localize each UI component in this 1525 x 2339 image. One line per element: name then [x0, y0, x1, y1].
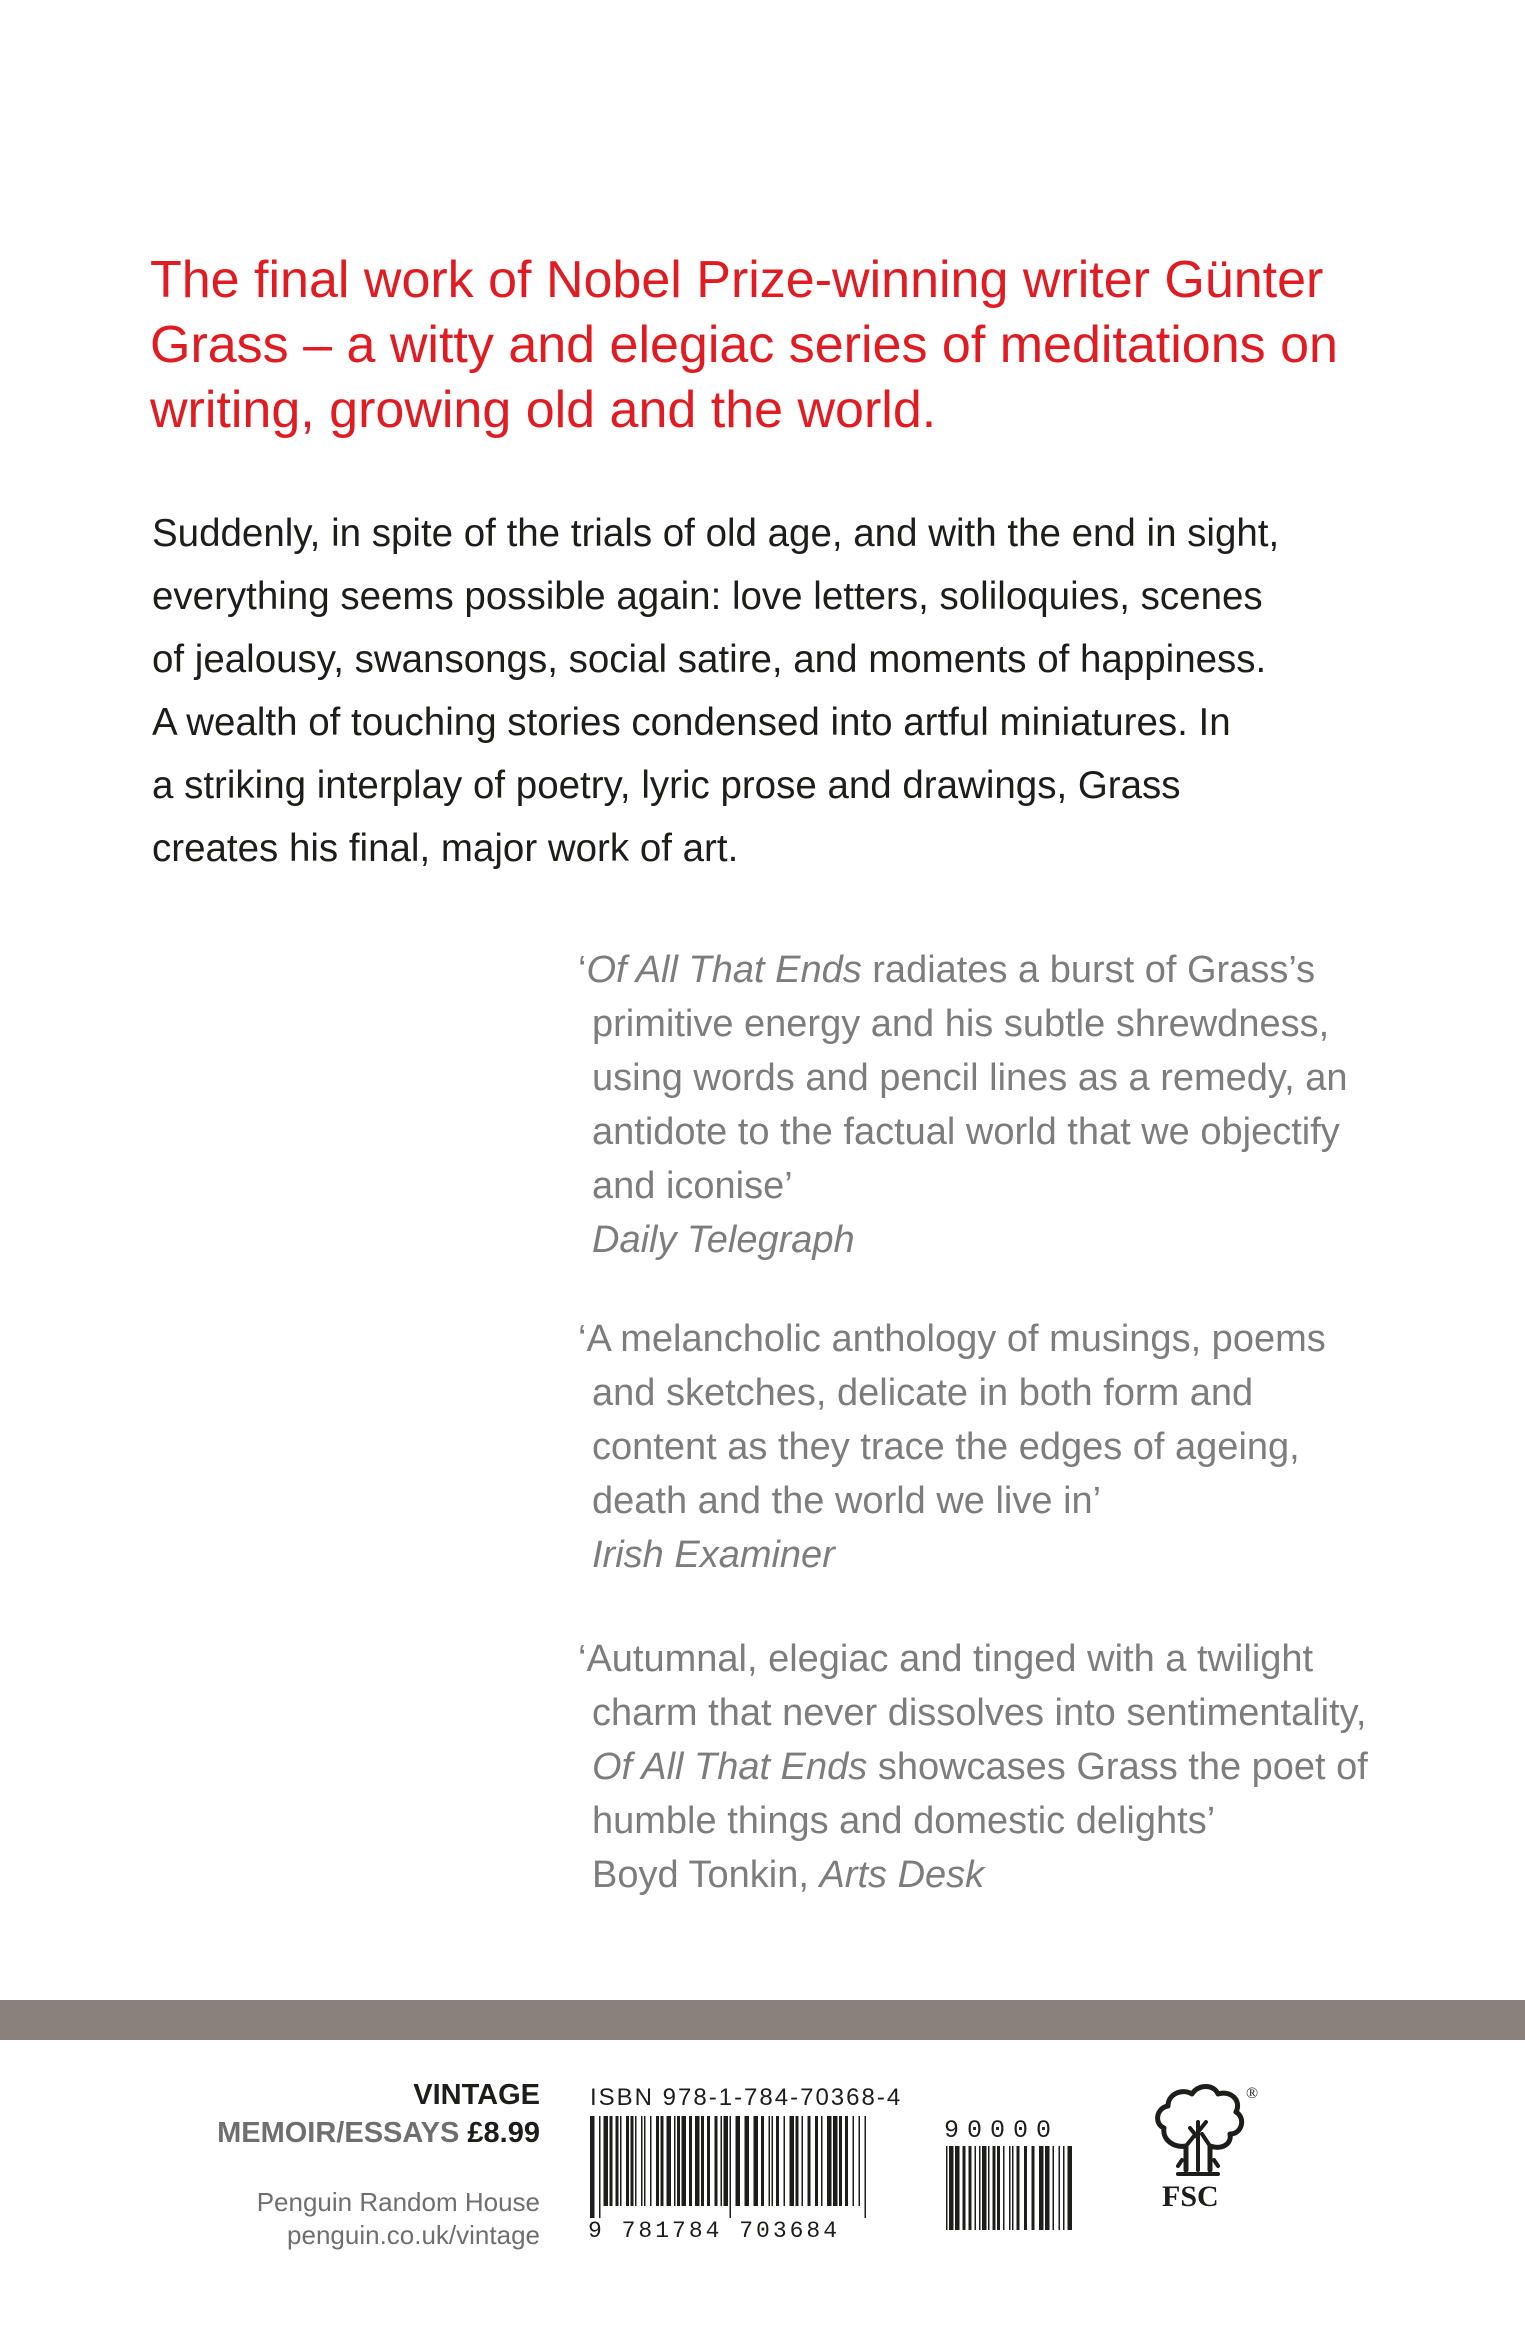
blurb: [152, 502, 1452, 880]
blurb-line: Suddenly, in spite of the trials of old age, and with the end in sight,: [152, 512, 1280, 555]
imprint-category-price: [217, 2114, 540, 2152]
blurb-line: everything seems possible again: love letters, soliloquies, scenes: [152, 575, 1263, 618]
publication-name: Arts Desk: [819, 1854, 985, 1896]
headline-line: The final work of Nobel Prize-winning writer Günter: [150, 251, 1324, 309]
barcode-bar: [677, 2116, 680, 2206]
barcode-bar: [796, 2116, 799, 2206]
headline-line: writing, growing old and the world.: [150, 381, 937, 439]
registered-mark: ®: [1246, 2085, 1259, 2102]
barcode-bar: [776, 2116, 779, 2206]
barcode-bar: [724, 2116, 729, 2206]
quote-line: and sketches, delicate in both form and: [592, 1372, 1254, 1414]
blurb-line: creates his final, major work of art.: [152, 827, 739, 870]
barcode-bar: [988, 2146, 990, 2230]
barcode-digits: 9 781784 703684: [588, 2218, 841, 2244]
barcode-bar: [808, 2116, 811, 2206]
barcode-bar: [635, 2116, 637, 2206]
barcode-bar: [955, 2146, 960, 2230]
blurb-line: of jealousy, swansongs, social satire, and moments of happiness.: [152, 638, 1267, 681]
barcode-bar: [845, 2116, 848, 2206]
barcode-bar: [982, 2146, 987, 2230]
barcode-bar: [1068, 2146, 1073, 2230]
divider-bar: [0, 2000, 1525, 2040]
barcode-bar: [701, 2116, 704, 2206]
quote-line: [578, 1740, 1478, 1794]
barcode-bar: [975, 2146, 977, 2230]
price-label: £8.99: [467, 2117, 540, 2149]
barcode-bar: [802, 2116, 804, 2206]
barcode-bar: [827, 2116, 832, 2206]
headline: [150, 248, 1450, 443]
barcode-bar: [1032, 2146, 1035, 2230]
fsc-tree-logo-icon: [1148, 2082, 1259, 2182]
barcode-bar: [979, 2146, 981, 2230]
barcode-icon: [588, 2116, 872, 2218]
barcode-bar: [590, 2116, 595, 2218]
barcode-bar: [1053, 2146, 1055, 2230]
book-title: Of All That Ends: [592, 1746, 868, 1788]
barcode-bar: [610, 2116, 613, 2206]
barcode-bar: [754, 2116, 759, 2206]
barcode-bar: [745, 2116, 750, 2206]
barcode-bar: [626, 2116, 629, 2206]
barcode-bar: [667, 2116, 672, 2206]
barcode-bar: [644, 2116, 646, 2206]
quote-source: Daily Telegraph: [592, 1219, 855, 1261]
barcode-bar: [1063, 2146, 1065, 2230]
quote-text: radiates a burst of Grass’s: [861, 949, 1316, 991]
quote-line: antidote to the factual world that we objectify: [592, 1111, 1340, 1153]
barcode-bar: [772, 2116, 774, 2206]
review-quote-irish-examiner: [578, 1312, 1478, 1582]
barcode-bar: [656, 2116, 659, 2206]
barcode-bar: [969, 2146, 972, 2230]
review-quote-arts-desk: [578, 1632, 1478, 1902]
headline-line: Grass – a witty and elegiac series of meditations on: [150, 316, 1338, 374]
barcode-bar: [661, 2116, 664, 2206]
barcode-bar: [641, 2116, 643, 2206]
barcode-bar: [1024, 2146, 1027, 2230]
quote-line: primitive energy and his subtle shrewdness,: [592, 1003, 1330, 1045]
price-code: 90000: [944, 2116, 1060, 2145]
barcode-bar: [1039, 2146, 1044, 2230]
publisher-name: Penguin Random House: [256, 2187, 540, 2217]
quote-line: using words and pencil lines as a remedy, an: [592, 1057, 1348, 1099]
barcode-bar: [736, 2116, 741, 2206]
barcode-bar: [1045, 2146, 1050, 2230]
barcode-bar: [821, 2116, 823, 2206]
quote-line: ‘A melancholic anthology of musings, poems: [578, 1318, 1326, 1360]
quote-line: and iconise’: [592, 1165, 793, 1207]
barcode-bar: [784, 2116, 786, 2206]
blurb-line: A wealth of touching stories condensed into artful miniatures. In: [152, 701, 1231, 744]
quote-line: charm that never dissolves into sentimentality,: [592, 1692, 1367, 1734]
barcode-bar: [859, 2116, 861, 2206]
barcode-bar: [946, 2146, 948, 2230]
imprint-brand: VINTAGE: [413, 2079, 540, 2111]
barcode-bar: [853, 2116, 855, 2206]
barcode-bar: [949, 2146, 954, 2230]
barcode-bar: [1012, 2146, 1014, 2230]
barcode-bar: [815, 2116, 818, 2206]
publisher-block: [257, 2186, 540, 2252]
quote-line: [578, 943, 1478, 997]
quote-line: death and the world we live in’: [592, 1480, 1102, 1522]
barcode-bar: [769, 2116, 771, 2206]
price-addon-barcode-icon: [944, 2146, 1074, 2242]
barcode-bar: [715, 2116, 718, 2206]
barcode-bar: [695, 2116, 700, 2206]
book-title: Of All That Ends: [586, 949, 862, 991]
quote-text: showcases Grass the poet of: [867, 1746, 1368, 1788]
review-quote-telegraph: [578, 943, 1478, 1267]
barcode-bar: [707, 2116, 710, 2206]
barcode-bar: [620, 2116, 622, 2206]
reviewer-name: Boyd Tonkin,: [592, 1854, 820, 1896]
barcode-bar: [631, 2116, 634, 2206]
barcode-bar: [790, 2116, 795, 2206]
barcode-bar: [650, 2116, 652, 2206]
barcode-bar: [689, 2116, 692, 2206]
barcode-bar: [833, 2116, 838, 2206]
category-label: MEMOIR/ESSAYS: [217, 2117, 460, 2149]
blurb-line: a striking interplay of poetry, lyric prose and drawings, Grass: [152, 764, 1181, 807]
quote-line: content as they trace the edges of ageing,: [592, 1426, 1300, 1468]
barcode-bar: [963, 2146, 966, 2230]
barcode-bar: [730, 2116, 732, 2218]
barcode-bar: [599, 2116, 601, 2218]
open-quote-mark: ‘: [578, 949, 587, 991]
fsc-label: FSC: [1162, 2180, 1219, 2213]
barcode-bar: [1017, 2146, 1020, 2230]
barcode-bar: [604, 2116, 609, 2206]
barcode-bar: [616, 2116, 619, 2206]
barcode-bar: [839, 2116, 842, 2206]
barcode-bar: [674, 2116, 676, 2206]
quote-line: humble things and domestic delights’: [592, 1800, 1216, 1842]
barcode-bar: [761, 2116, 764, 2206]
barcode-bar: [993, 2146, 996, 2230]
publisher-url: penguin.co.uk/vintage: [287, 2220, 540, 2250]
quote-source: Irish Examiner: [592, 1534, 835, 1576]
barcode-bar: [1059, 2146, 1061, 2230]
barcode-bar: [721, 2116, 723, 2206]
barcode-bar: [865, 2116, 867, 2218]
barcode-bar: [682, 2116, 687, 2206]
imprint-block: [217, 2076, 540, 2152]
barcode-bar: [997, 2146, 1000, 2230]
isbn-label: ISBN 978-1-784-70368-4: [590, 2084, 903, 2111]
barcode-bar: [1003, 2146, 1005, 2230]
barcode-bar: [1009, 2146, 1011, 2230]
quote-source: [578, 1848, 1478, 1902]
quote-line: ‘Autumnal, elegiac and tinged with a twilight: [578, 1638, 1314, 1680]
